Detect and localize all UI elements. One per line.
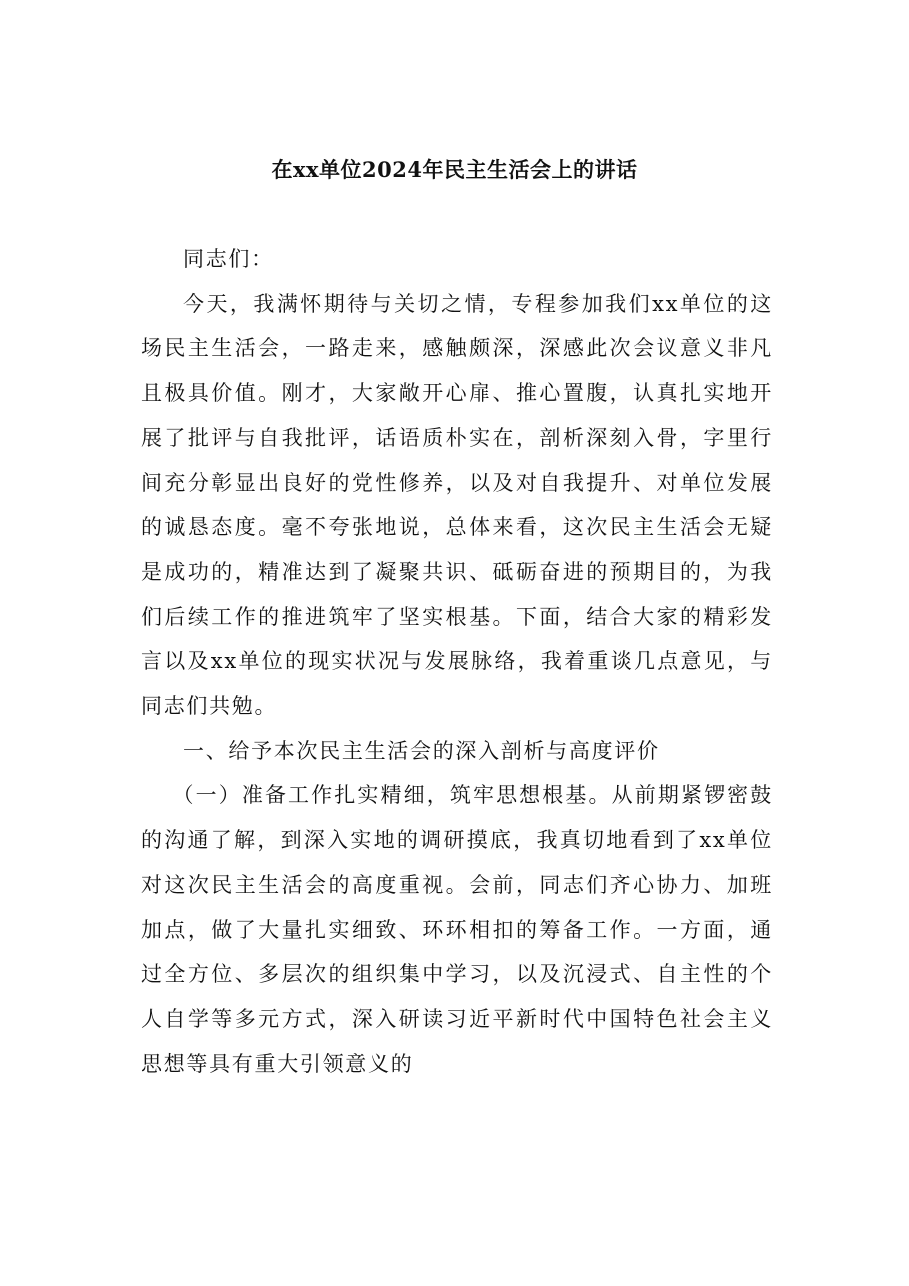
salutation: 同志们： <box>183 247 274 271</box>
section-heading: 一、给予本次民主生活会的深入剖析与高度评价 <box>183 738 660 763</box>
subsection-paragraph: （一）准备工作扎实精细，筑牢思想根基。从前期紧锣密鼓的沟通了解，到深入实地的调研摸底，我真切地看到了xx单位对这次民主生活会的高度重视。会前，同志们齐心协力、加班加点，做了大量扎实细致、环环相扣的筹备工作。一方面，通过全方位、多层次的组织集中学习，以及沉浸式、自主性的个人自学等多元方式，深入研读习近平新时代中国特色社会主义思想等具有重大引领意义的 <box>141 783 773 1076</box>
paragraph-opening: 今天，我满怀期待与关切之情，专程参加我们xx单位的这场民主生活会，一路走来，感触颇深，深感此次会议意义非凡且极具价值。刚才，大家敞开心扉、推心置腹，认真扎实地开展了批评与自我批评，话语质朴实在，剖析深刻入骨，字里行间充分彰显出良好的党性修养，以及对自我提升、对单位发展的诚恳态度。毫不夸张地说，总体来看，这次民主生活会无疑是成功的，精准达到了凝聚共识、砥砺奋进的预期目的，为我们后续工作的推进筑牢了坚实根基。下面，结合大家的精彩发言以及xx单位的现实状况与发展脉络，我着重谈几点意见，与同志们共勉。 <box>141 291 773 719</box>
document-title: 在xx单位2024年民主生活会上的讲话 <box>271 157 638 182</box>
document-body <box>141 237 773 1086</box>
